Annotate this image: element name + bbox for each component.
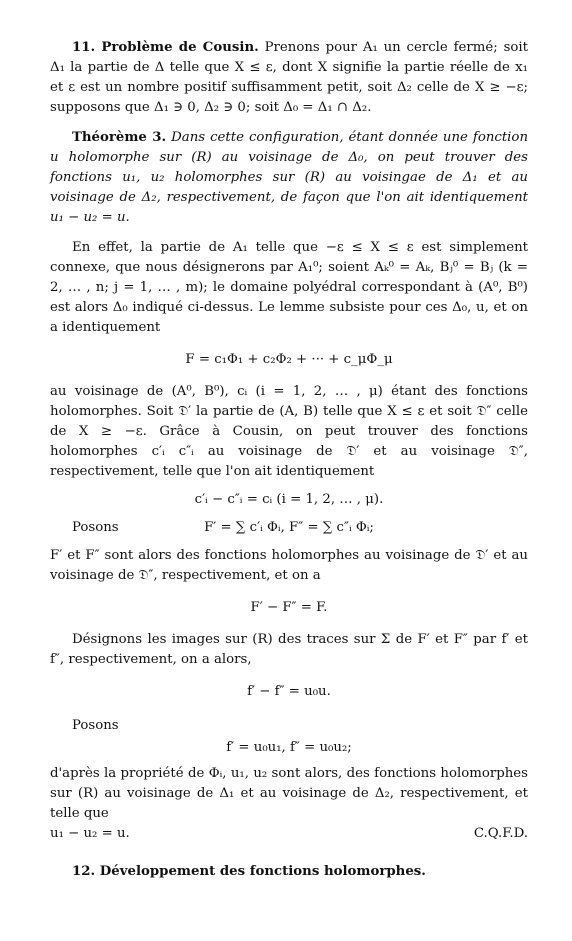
proof-conclusion-line <box>50 824 528 844</box>
section-11-heading: 11. Problème de Cousin. <box>72 40 259 55</box>
equation-f-sum: F = c₁Φ₁ + c₂Φ₂ + ··· + c_μΦ_μ <box>185 352 393 367</box>
equation-small-f-difference: f′ − f″ = u₀u. <box>247 684 331 699</box>
equation-f-prime-difference: F′ − F″ = F. <box>250 600 328 615</box>
equation-c-difference: c′ᵢ − c″ᵢ = cᵢ (i = 1, 2, … , μ). <box>194 492 384 507</box>
posons-2-label: Posons <box>72 718 119 733</box>
proof-paragraph-1: En effet, la partie de A₁ telle que −ε ≤ X ≤ ε est simplement connexe, que nous désignerons par A₁⁰; soient Aₖ⁰ = Aₖ, Bⱼ⁰ = Bⱼ (k = 2, … , n; j = 1, … , m); le domaine polyédral correspondant à (A⁰, B⁰) est alors Δ₀ indiqué ci-dessus. Le lemme subsiste pour ces Δ₀, u, et on a identiquement <box>50 240 528 335</box>
posons-1-line <box>50 516 528 540</box>
qed-mark: C.Q.F.D. <box>473 826 528 841</box>
section-11-paragraph <box>50 38 528 118</box>
proof-paragraph-5: d'après la propriété de Φᵢ, u₁, u₂ sont alors, des fonctions holomorphes sur (R) au voisinage de Δ₁ et au voisinage de Δ₂, respectivement, et telle que <box>50 766 528 821</box>
page-content <box>50 38 528 882</box>
theorem-3-heading: Théorème 3. <box>72 130 167 145</box>
section-12-heading: 12. Développement des fonctions holomorphes. <box>72 864 426 879</box>
proof-paragraph-4: Désignons les images sur (R) des traces sur Σ de F′ et F″ par f′ et f″, respectivement, on a alors, <box>50 632 528 667</box>
proof-conclusion-equation: u₁ − u₂ = u. <box>50 826 130 841</box>
posons-1-label: Posons <box>72 520 119 535</box>
equation-small-f-defs: f′ = u₀u₁, f″ = u₀u₂; <box>226 740 352 755</box>
theorem-3-text: Dans cette configuration, étant donnée une fonction u holomorphe sur (R) au voisinage de Δ₀, on peut trouver des fonctions u₁, u₂ holomorphes sur (R) au voisingae de Δ₁ et au voisinage de Δ₂, respectivement, de façon que l'on ait identiquement u₁ − u₂ = u. <box>50 130 529 225</box>
section-11-text: Prenons pour A₁ un cercle fermé; soit Δ₁ la partie de Δ telle que X ≤ ε, dont X signifie la partie réelle de x₁ et ε est un nombre positif suffisamment petit, soit Δ₂ celle de X ≥ −ε; supposons que Δ₁ ∋ 0, Δ₂ ∋ 0; soit Δ₀ = Δ₁ ∩ Δ₂. <box>50 40 528 115</box>
posons-2-line <box>50 714 528 755</box>
proof-paragraph-2: au voisinage de (A⁰, B⁰), cᵢ (i = 1, 2, … , μ) étant des fonctions holomorphes. Soit 𝔇′ la partie de (A, B) telle que X ≤ ε et soit 𝔇″ celle de X ≥ −ε. Grâce à Cousin, on peut trouver des fonctions holomorphes c′ᵢ c″ᵢ au voisinage de 𝔇′ et au voisinage 𝔇″, respectivement, telle que l'on ait identiquement <box>50 384 528 479</box>
theorem-3-paragraph <box>50 128 528 228</box>
equation-f-prime-defs: F′ = ∑ c′ᵢ Φᵢ, F″ = ∑ c″ᵢ Φᵢ; <box>204 520 374 535</box>
proof-paragraph-3: F′ et F″ sont alors des fonctions holomorphes au voisinage de 𝔇′ et au voisinage de 𝔇″, respectivement, et on a <box>50 548 528 583</box>
